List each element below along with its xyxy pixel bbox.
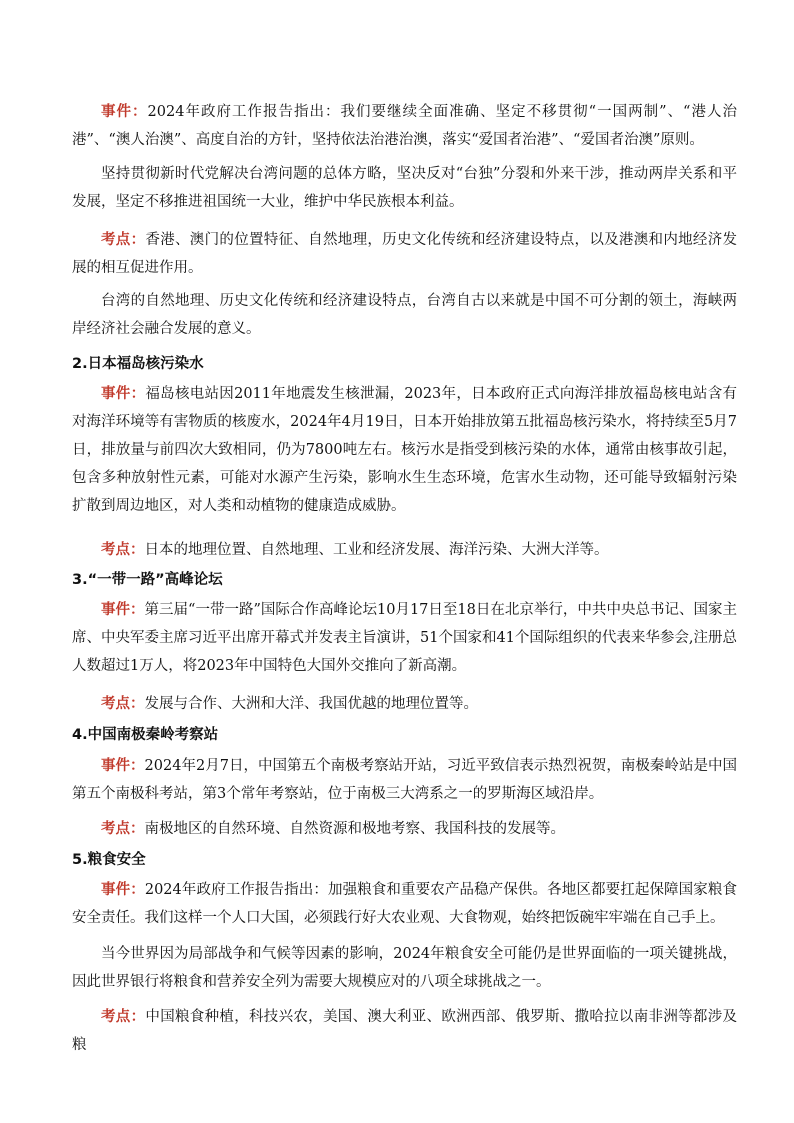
s3-heading: 3.“一带一路”高峰论坛 [72,572,223,588]
s1-taiwan-geo-paragraph [72,287,737,343]
s5-food-security-paragraph [72,940,737,996]
point-label: 考点： [101,696,145,712]
s3-event-paragraph [72,596,737,680]
s5-heading: 5.粮食安全 [72,852,146,868]
s2-point-paragraph [72,536,737,564]
s1-para4-text: 台湾的自然地理、历史文化传统和经济建设特点，台湾自古以来就是中国不可分割的领土，海峡两岸经济社会融合发展的意义。 [72,293,737,337]
event-label: 事件： [101,602,145,618]
s4-heading: 4.中国南极秦岭考察站 [72,727,219,743]
s1-para2-text: 坚持贯彻新时代党解决台湾问题的总体方略，坚决反对“台独”分裂和外来干涉，推动两岸关系和平发展，坚定不移推进祖国统一大业，维护中华民族根本利益。 [72,166,737,210]
s1-point-text: 香港、澳门的位置特征、自然地理，历史文化传统和经济建设特点，以及港澳和内地经济发展的相互促进作用。 [72,232,738,276]
event-label: 事件： [101,386,146,402]
s1-event-text: 2024年政府工作报告指出：我们要继续全面准确、坚定不移贯彻“一国两制”、“港人治港”、“澳人治澳”、高度自治的方针，坚持依法治港治澳，落实“爱国者治港”、“爱国者治澳”原则。 [72,104,738,148]
s5-point-paragraph [72,1003,737,1059]
s4-point-text: 南极地区的自然环境、自然资源和极地考察、我国科技的发展等。 [144,821,565,837]
event-label: 事件： [101,882,145,898]
s3-point-paragraph [72,690,737,718]
s4-event-text: 2024年2月7日，中国第五个南极考察站开站，习近平致信表示热烈祝贺，南极秦岭站是中国第五个南极科考站，第3个常年考察站，位于南极三大湾系之一的罗斯海区域沿岸。 [72,758,737,802]
point-label: 考点： [101,542,145,558]
s5-point-text: 中国粮食种植，科技兴农，美国、澳大利亚、欧洲西部、俄罗斯、撒哈拉以南非洲等都涉及粮 [72,1009,738,1053]
s1-point-paragraph [72,226,737,282]
s2-event-text: 福岛核电站因2011年地震发生核泄漏，2023年，日本政府正式向海洋排放福岛核电站含有对海洋环境等有害物质的核废水，2024年4月19日，日本开始排放第五批福岛核污染水，将持续至5月7日，排放量与前四次大致相同，仍为7800吨左右。核污水是指受到核污染的水体，通常由核事故引起，包含多种放射性元素，可能对水源产生污染，影响水生生态环境，危害水生动物，还可能导致辐射污染扩散到周边地区，对人类和动植物的健康造成威胁。 [72,386,738,514]
point-label: 考点： [101,232,146,248]
s2-heading: 2.日本福岛核污染水 [72,356,204,372]
s5-event-paragraph [72,876,737,932]
s1-event-paragraph [72,98,737,154]
event-label: 事件： [101,104,148,120]
s4-point-paragraph [72,815,737,843]
s2-point-text: 日本的地理位置、自然地理、工业和经济发展、海洋污染、大洲大洋等。 [144,542,609,558]
s5-event-text: 2024年政府工作报告指出：加强粮食和重要农产品稳产保供。各地区都要扛起保障国家粮食安全责任。我们这样一个人口大国，必须践行好大农业观、大食物观，始终把饭碗牢牢端在自己手上。 [72,882,737,926]
s2-event-paragraph [72,380,737,520]
s5-para2-text: 当今世界因为局部战争和气候等因素的影响，2024年粮食安全可能仍是世界面临的一项关键挑战，因此世界银行将粮食和营养安全列为需要大规模应对的八项全球挑战之一。 [72,946,737,990]
s3-point-text: 发展与合作、大洲和大洋、我国优越的地理位置等。 [144,696,478,712]
s1-taiwan-policy-paragraph [72,160,737,216]
s4-event-paragraph [72,752,737,808]
point-label: 考点： [101,1009,146,1025]
s3-event-text: 第三届“一带一路”国际合作高峰论坛10月17日至18日在北京举行，中共中央总书记、国家主席、中央军委主席习近平出席开幕式并发表主旨演讲，51个国家和41个国际组织的代表来华参会,注册总人数超过1万人，将2023年中国特色大国外交推向了新高潮。 [72,602,738,674]
event-label: 事件： [101,758,145,774]
point-label: 考点： [101,821,145,837]
